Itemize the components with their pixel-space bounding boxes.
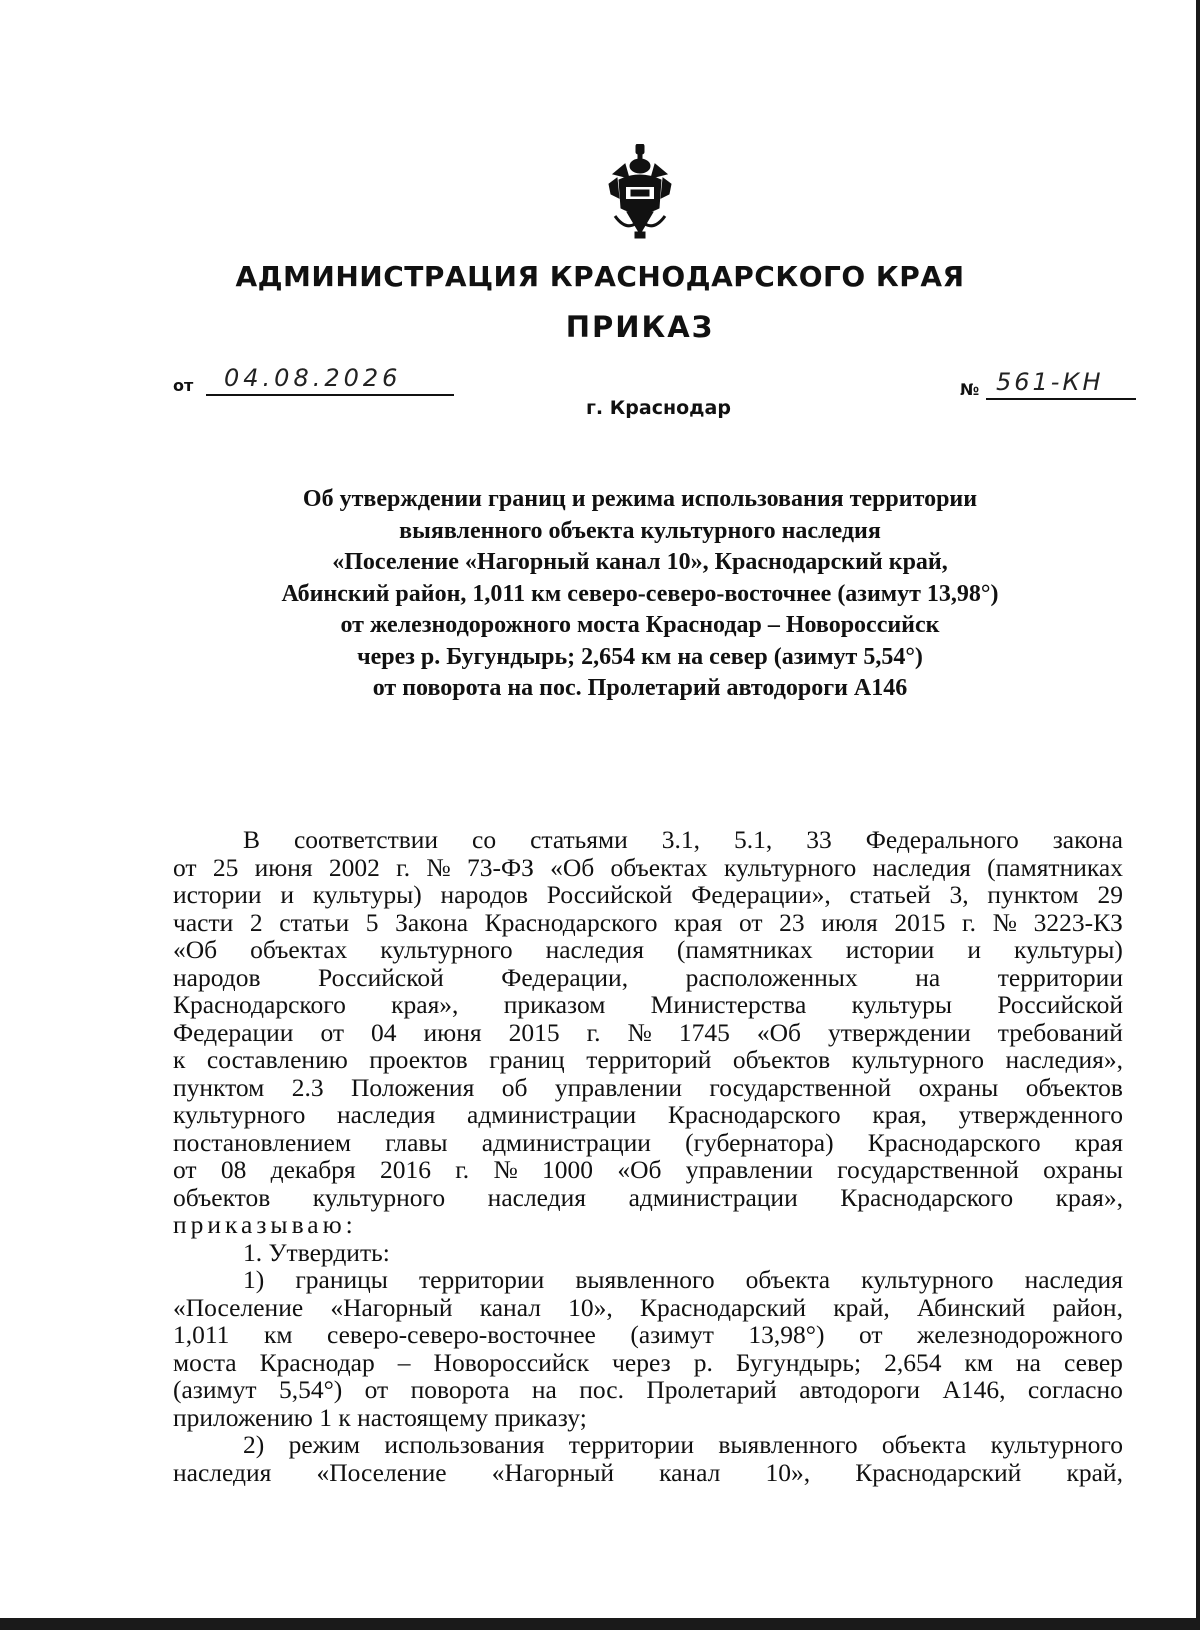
body-line	[173, 964, 1123, 992]
body-word: администрации	[628, 1182, 798, 1212]
body-word: главы	[385, 1127, 448, 1157]
body-word: 2016	[379, 1155, 431, 1184]
body-word: край,	[833, 1292, 890, 1322]
body-word: территории	[419, 1265, 545, 1294]
body-word: Закона	[395, 907, 469, 937]
subject-line: от железнодорожного моста Краснодар – Новороссийск	[340, 612, 940, 638]
body-word: статьями	[530, 825, 628, 854]
body-word: народов	[173, 962, 261, 992]
body-word: Положения	[351, 1072, 475, 1102]
body-word: 5,54°)	[278, 1375, 343, 1404]
body-word: края	[1074, 1127, 1123, 1157]
body-word: объектах	[250, 935, 348, 964]
body-word: соответствии	[293, 825, 439, 854]
body-word: к	[173, 1045, 186, 1074]
body-word: 1)	[243, 1265, 265, 1294]
scan-border-right	[1196, 0, 1200, 1630]
body-word: через	[612, 1347, 671, 1377]
body-word: от	[858, 1320, 883, 1349]
body-word: управлении	[554, 1072, 682, 1102]
body-word: В	[243, 825, 261, 854]
body-word: июня	[254, 852, 313, 882]
body-word: культурного	[723, 852, 857, 882]
body-word: 3,	[949, 880, 969, 909]
body-word: 2.3	[291, 1072, 324, 1102]
body-word: управлении	[685, 1155, 813, 1184]
body-line	[173, 1156, 1123, 1184]
body-word: р.	[693, 1347, 713, 1377]
body-word: 2015	[894, 907, 946, 937]
body-word: охраны	[1043, 1155, 1123, 1184]
body-word: народов	[440, 880, 529, 909]
body-word: культурного	[312, 1182, 446, 1212]
date-value-handwritten: 04.08.2026	[224, 364, 402, 392]
body-word: г.	[396, 852, 411, 882]
body-line: приложению 1 к настоящему приказу;	[173, 1402, 587, 1432]
body-word: истории	[845, 935, 935, 964]
body-word: Федерации	[173, 1017, 294, 1047]
body-word: край,	[1066, 1457, 1123, 1487]
body-word: Краснодар	[259, 1347, 375, 1377]
body-word: составлению	[206, 1045, 348, 1074]
body-word: Федерального	[865, 825, 1019, 854]
body-word: края»,	[1055, 1182, 1123, 1212]
body-word: администрации	[467, 1100, 637, 1129]
body-word: постановлением	[173, 1127, 352, 1157]
body-word: наследия	[337, 1100, 436, 1129]
body-word: Абинский	[916, 1292, 1026, 1322]
body-word: согласно	[1027, 1375, 1123, 1404]
body-word: от	[173, 852, 197, 882]
subject-line: от поворота на пос. Пролетарий автодороги А146	[372, 675, 908, 701]
body-word: г.	[455, 1155, 470, 1184]
body-line	[173, 854, 1123, 882]
body-word: объектов	[173, 1182, 271, 1212]
body-word: и	[967, 935, 981, 964]
body-line	[173, 909, 1123, 937]
body-word: Краснодарского	[484, 907, 658, 937]
body-line	[173, 881, 1123, 909]
body-word: железнодорожного	[917, 1320, 1123, 1349]
body-word: наследия»,	[1005, 1045, 1123, 1074]
body-word: пунктом	[987, 880, 1079, 909]
body-line: 1. Утвердить:	[243, 1237, 390, 1267]
body-word: Краснодарский	[639, 1292, 807, 1322]
body-word: от	[173, 1155, 197, 1184]
body-word: администрации	[481, 1127, 651, 1157]
subject-line: Абинский район, 1,011 км северо-северо-восточнее (азимут 13,98°)	[281, 580, 999, 607]
body-word: декабря	[270, 1155, 356, 1184]
body-word: северо-северо-восточнее	[326, 1320, 596, 1349]
body-word: Краснодарский	[855, 1457, 1022, 1487]
body-line	[173, 1046, 1123, 1074]
body-word: 2)	[243, 1430, 265, 1459]
body-word: государственной	[837, 1155, 1019, 1184]
body-word: от	[320, 1017, 344, 1047]
order-body	[173, 826, 1123, 1486]
body-word: объектов	[1025, 1072, 1123, 1102]
body-word: км	[263, 1320, 293, 1349]
body-word: проектов	[369, 1045, 468, 1074]
subject-line: «Поселение «Нагорный канал 10», Краснодарский край,	[332, 549, 948, 575]
organization-title: АДМИНИСТРАЦИЯ КРАСНОДАРСКОГО КРАЯ	[235, 260, 965, 293]
body-word: июня	[423, 1017, 482, 1047]
body-word: (губернатора)	[685, 1127, 834, 1157]
body-word: истории	[173, 880, 262, 909]
body-word: канал	[659, 1457, 721, 1487]
body-word: Министерства	[650, 990, 807, 1019]
body-word: государственной	[709, 1072, 892, 1102]
body-word: моста	[173, 1347, 237, 1377]
body-word: территории	[997, 962, 1123, 992]
body-word: г.	[962, 907, 976, 937]
body-word: закона	[1052, 825, 1123, 854]
body-word: на	[531, 1375, 557, 1404]
subject-line: через р. Бугундырь; 2,654 км на север (азимут 5,54°)	[357, 643, 923, 670]
body-word: км	[964, 1347, 993, 1377]
body-word: части	[173, 907, 234, 937]
body-word: 5.1,	[734, 825, 773, 854]
body-word: 2015	[508, 1017, 560, 1047]
body-word: поворота	[410, 1375, 510, 1404]
body-word: расположенных	[685, 962, 858, 992]
body-word: территории	[568, 1430, 694, 1459]
body-word: статьей	[849, 880, 931, 909]
body-word: Пролетарий	[646, 1375, 777, 1404]
body-word: север	[1064, 1347, 1123, 1377]
body-word: 5	[365, 907, 379, 937]
body-word: требований	[997, 1017, 1123, 1047]
body-word: Краснодарского	[840, 1182, 1014, 1212]
body-line	[173, 1266, 1123, 1294]
body-word: выявленного	[575, 1265, 715, 1294]
date-underline	[206, 394, 454, 396]
city-label: г. Краснодар	[586, 397, 731, 419]
body-word: 33	[806, 825, 832, 854]
body-line	[173, 1074, 1123, 1102]
body-word: объекта	[745, 1265, 831, 1294]
body-line	[173, 1019, 1123, 1047]
body-word: 3.1,	[661, 825, 701, 854]
body-line	[173, 1129, 1123, 1157]
body-word: 29	[1097, 880, 1123, 909]
body-word: (азимут	[630, 1320, 714, 1349]
body-word: пос.	[579, 1375, 624, 1404]
body-word: объектах	[610, 852, 708, 882]
body-word: от	[364, 1375, 389, 1404]
body-word: выявленного	[718, 1430, 858, 1459]
body-word: края	[674, 907, 723, 937]
body-word: охраны	[918, 1072, 999, 1102]
body-word: «Об	[617, 1155, 662, 1184]
body-line: приказываю:	[173, 1210, 357, 1239]
body-word: наследия	[173, 1457, 272, 1487]
body-word: объектов	[732, 1045, 831, 1074]
body-line	[173, 1101, 1123, 1129]
body-word: №	[493, 1155, 518, 1184]
body-word: №	[627, 1017, 652, 1047]
body-word: А146,	[942, 1375, 1006, 1404]
body-line	[173, 1459, 1123, 1487]
body-word: «Об	[550, 852, 595, 882]
body-word: Бугундырь;	[735, 1347, 862, 1377]
body-word: июля	[821, 907, 878, 937]
body-word: со	[472, 825, 497, 854]
coat-of-arms-icon	[605, 144, 675, 240]
body-word: 04	[371, 1017, 397, 1047]
body-word: 1745	[678, 1017, 730, 1047]
body-word: культуры)	[1013, 935, 1123, 964]
body-word: от	[738, 907, 763, 937]
body-word: культурного	[380, 935, 513, 964]
body-word: 10»,	[568, 1292, 613, 1322]
body-word: №	[426, 852, 451, 882]
body-word: края»,	[391, 990, 459, 1019]
body-word: 1,011	[173, 1320, 230, 1349]
body-word: наследия	[872, 852, 971, 882]
body-word: края,	[872, 1100, 927, 1129]
body-word: автодороги	[799, 1375, 921, 1404]
body-line	[173, 1376, 1123, 1404]
body-word: 08	[220, 1155, 247, 1184]
date-label: от	[173, 376, 194, 395]
body-line	[173, 1294, 1123, 1322]
number-value-handwritten: 561-КН	[996, 368, 1104, 396]
body-word: Краснодарского	[173, 990, 346, 1019]
body-word: Федерации,	[501, 962, 629, 992]
body-word: 10»,	[765, 1457, 811, 1487]
body-word: канал	[479, 1292, 541, 1322]
body-word: №	[992, 907, 1017, 937]
body-word: утвержденного	[958, 1100, 1123, 1129]
body-word: 73-ФЗ	[466, 852, 534, 882]
body-word: статьи	[279, 907, 350, 937]
body-word: (азимут	[173, 1375, 257, 1404]
body-word: режим	[288, 1430, 361, 1459]
body-word: «Нагорный	[491, 1457, 614, 1487]
body-word: «Об	[173, 935, 218, 964]
body-word: утверждении	[828, 1017, 971, 1047]
subject-line: выявленного объекта культурного наследия	[399, 517, 881, 544]
body-line	[173, 1321, 1123, 1349]
body-word: пунктом	[173, 1072, 265, 1102]
body-word: Краснодарского	[667, 1100, 841, 1129]
body-word: наследия	[1024, 1265, 1123, 1294]
body-word: территорий	[586, 1045, 712, 1074]
body-word: и	[280, 880, 294, 909]
body-word: культуры	[851, 990, 953, 1019]
body-word: «Поселение	[173, 1292, 304, 1322]
body-word: –	[397, 1347, 411, 1377]
body-word: 23	[779, 907, 805, 937]
body-line	[173, 936, 1123, 964]
body-word: объекта	[881, 1430, 967, 1459]
number-underline	[986, 398, 1136, 400]
body-word: культурного	[990, 1430, 1123, 1459]
subject-line: Об утверждении границ и режима использования территории	[302, 486, 978, 512]
body-word: Российской	[318, 962, 444, 992]
body-line	[173, 1184, 1123, 1212]
document-type-title: ПРИКАЗ	[565, 310, 715, 344]
body-word: наследия	[545, 935, 644, 964]
body-line	[173, 1431, 1123, 1459]
body-word: использования	[384, 1430, 545, 1459]
body-word: «Нагорный	[330, 1292, 453, 1322]
body-line	[173, 826, 1123, 854]
body-word: 2	[249, 907, 263, 937]
body-word: наследия	[487, 1182, 587, 1212]
body-word: (памятниках	[676, 935, 813, 964]
body-word: «Поселение	[316, 1457, 447, 1487]
body-word: район,	[1052, 1292, 1123, 1322]
body-word: 2,654	[884, 1347, 942, 1377]
body-word: Новороссийск	[433, 1347, 590, 1377]
body-word: на	[1016, 1347, 1041, 1377]
number-label: №	[960, 380, 980, 399]
body-word: (памятниках	[987, 852, 1123, 882]
body-word: 13,98°)	[748, 1320, 825, 1349]
body-line	[173, 991, 1123, 1019]
body-word: на	[915, 962, 941, 992]
body-word: Российской	[997, 990, 1123, 1019]
body-word: 2002	[328, 852, 380, 882]
body-word: об	[501, 1072, 528, 1102]
body-word: Федерации»,	[691, 880, 831, 909]
order-subject	[200, 484, 1080, 705]
body-word: культурного	[173, 1100, 306, 1129]
body-word: 3223-КЗ	[1033, 907, 1123, 937]
body-word: 1000	[542, 1155, 594, 1184]
body-word: «Об	[756, 1017, 802, 1047]
body-word: границ	[489, 1045, 565, 1074]
body-word: Краснодарского	[867, 1127, 1041, 1157]
body-line	[173, 1349, 1123, 1377]
body-word: г.	[586, 1017, 601, 1047]
body-word: культурного	[851, 1045, 984, 1074]
scan-border-bottom	[0, 1618, 1200, 1630]
body-word: приказом	[503, 990, 606, 1019]
body-word: культуры)	[312, 880, 422, 909]
body-word: культурного	[861, 1265, 994, 1294]
body-word: Российской	[546, 880, 673, 909]
body-word: 25	[212, 852, 239, 882]
body-word: границы	[295, 1265, 388, 1294]
